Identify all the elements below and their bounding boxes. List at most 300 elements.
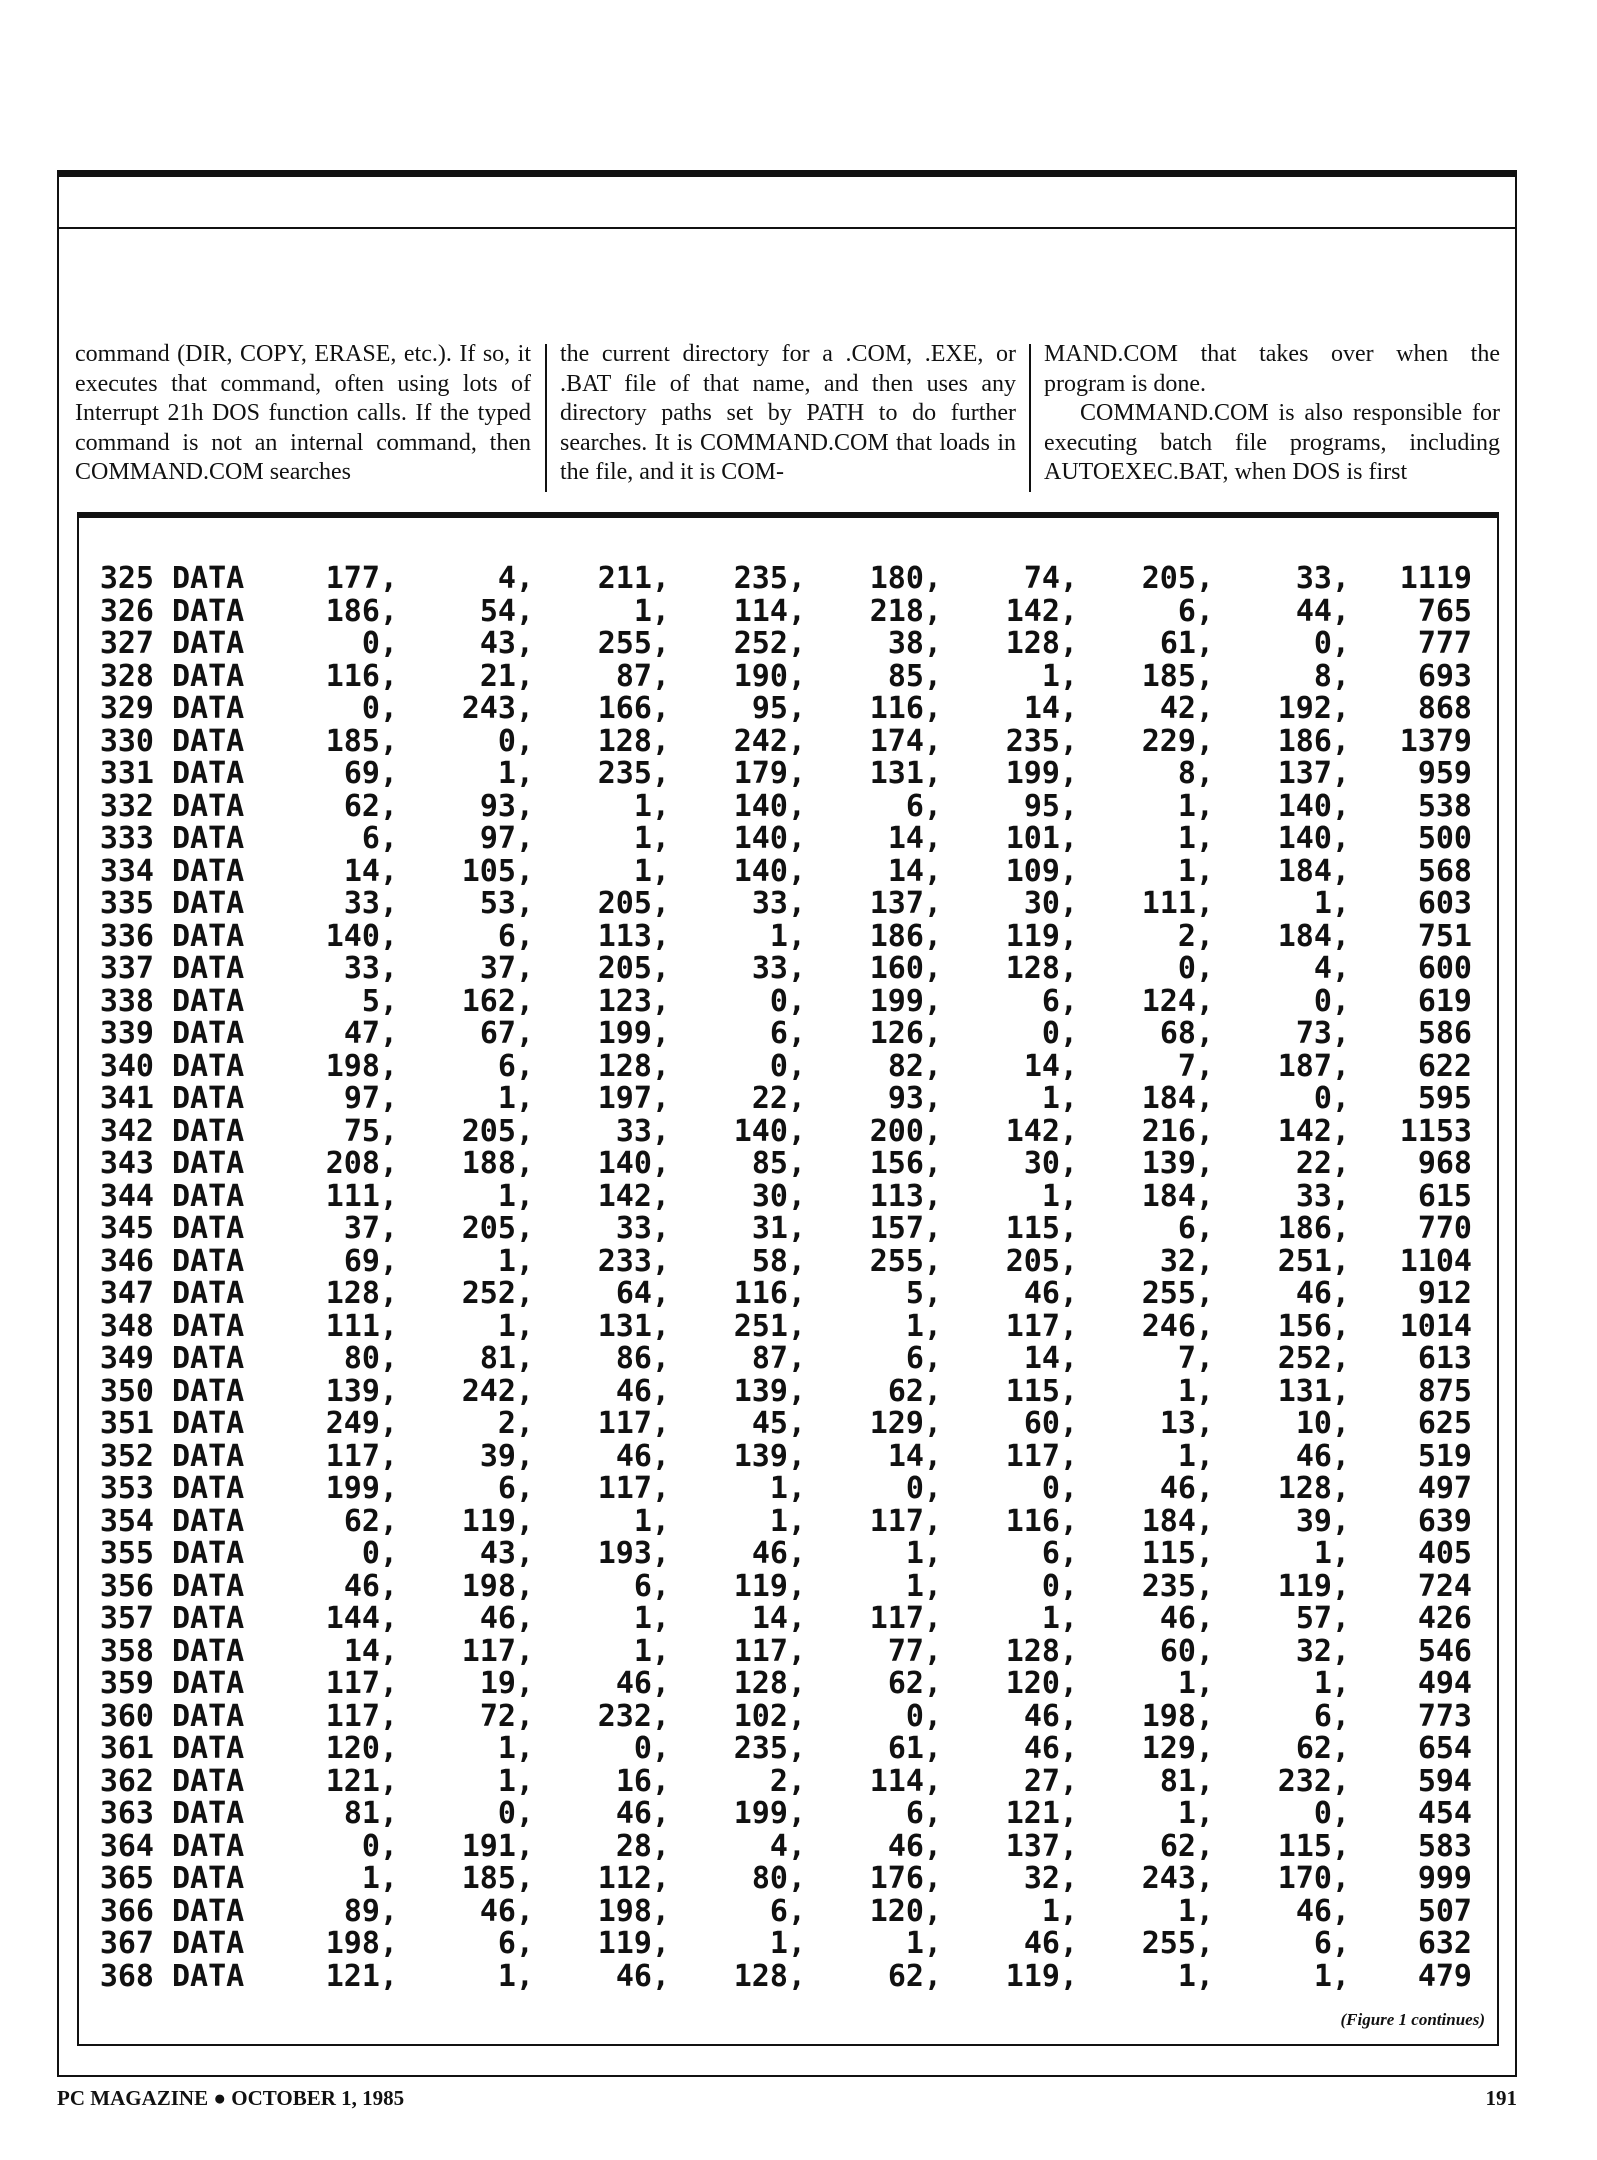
data-value: 33,: [343, 886, 398, 921]
data-value: 1,: [497, 756, 534, 791]
data-value: 8,: [1177, 756, 1214, 791]
data-value: 33,: [1295, 561, 1350, 596]
data-value: 205,: [461, 1113, 534, 1149]
data-value: 128,: [1277, 1471, 1350, 1506]
data-value: 0,: [905, 1698, 942, 1734]
data-value: 46,: [1023, 1731, 1078, 1766]
data-value: 0,: [361, 1536, 398, 1571]
data-value: 252,: [461, 1276, 534, 1311]
checksum: 1014: [1399, 1308, 1472, 1344]
line-number: 350: [99, 1373, 154, 1409]
data-value: 6,: [1177, 593, 1214, 629]
data-value: 117,: [597, 1471, 670, 1506]
data-value: 6,: [905, 1341, 942, 1376]
data-keyword: DATA: [172, 1568, 245, 1604]
data-keyword: DATA: [172, 1048, 245, 1084]
data-value: 249,: [325, 1406, 398, 1441]
data-keyword: DATA: [172, 1926, 245, 1961]
column-divider: [545, 344, 547, 492]
line-number: 330: [99, 723, 154, 759]
data-value: 232,: [597, 1698, 670, 1734]
data-value: 46,: [751, 1536, 806, 1571]
data-value: 46,: [887, 1828, 942, 1864]
listing-row: [97, 1733, 1487, 1766]
data-value: 102,: [733, 1698, 806, 1734]
data-value: 116,: [325, 658, 398, 694]
intro-column-1: [75, 340, 531, 488]
data-keyword: DATA: [172, 1633, 245, 1669]
listing-row: [97, 593, 1487, 629]
data-value: 2,: [1177, 918, 1214, 954]
checksum: 613: [1417, 1341, 1472, 1376]
data-value: 0,: [1041, 1568, 1078, 1604]
data-value: 117,: [325, 1698, 398, 1734]
data-value: 46,: [1295, 1438, 1350, 1474]
data-value: 114,: [869, 1763, 942, 1799]
data-keyword: DATA: [172, 756, 245, 791]
data-value: 116,: [1005, 1503, 1078, 1539]
data-keyword: DATA: [172, 691, 245, 726]
data-value: 242,: [733, 723, 806, 759]
line-number: 341: [99, 1081, 154, 1116]
data-value: 218,: [869, 593, 942, 629]
data-value: 46,: [615, 1438, 670, 1474]
data-keyword: DATA: [172, 1666, 245, 1701]
data-value: 137,: [1277, 756, 1350, 791]
data-value: 62,: [343, 1503, 398, 1539]
data-value: 1,: [1177, 1373, 1214, 1409]
data-value: 170,: [1277, 1861, 1350, 1896]
line-number: 326: [99, 593, 154, 629]
data-value: 205,: [597, 951, 670, 986]
data-value: 82,: [887, 1048, 942, 1084]
line-number: 366: [99, 1893, 154, 1929]
checksum: 625: [1417, 1406, 1472, 1441]
listing-row: [97, 1798, 1487, 1831]
data-value: 1,: [769, 1503, 806, 1539]
data-value: 0,: [1041, 1016, 1078, 1051]
data-value: 1,: [769, 918, 806, 954]
data-value: 1,: [1041, 1601, 1078, 1636]
listing-row: [97, 1178, 1487, 1214]
data-value: 32,: [1159, 1243, 1214, 1279]
checksum: 693: [1417, 658, 1472, 694]
top-rule: [57, 170, 1517, 177]
checksum: 568: [1417, 853, 1472, 889]
data-value: 139,: [1141, 1146, 1214, 1181]
data-value: 60,: [1023, 1406, 1078, 1441]
data-value: 62,: [1159, 1828, 1214, 1864]
data-value: 6,: [497, 1926, 534, 1961]
data-value: 46,: [343, 1568, 398, 1604]
data-value: 140,: [733, 821, 806, 856]
data-value: 166,: [597, 691, 670, 726]
data-value: 235,: [597, 756, 670, 791]
checksum: 868: [1417, 691, 1472, 726]
data-value: 255,: [869, 1243, 942, 1279]
data-value: 120,: [325, 1731, 398, 1766]
checksum: 724: [1417, 1568, 1472, 1604]
data-value: 75,: [343, 1113, 398, 1149]
data-value: 117,: [325, 1666, 398, 1701]
data-value: 117,: [733, 1633, 806, 1669]
data-value: 2,: [769, 1763, 806, 1799]
data-value: 1,: [905, 1536, 942, 1571]
line-number: 352: [99, 1438, 154, 1474]
listing-row: [97, 918, 1487, 954]
data-keyword: DATA: [172, 1796, 245, 1831]
data-value: 6,: [361, 821, 398, 856]
data-keyword: DATA: [172, 1341, 245, 1376]
data-value: 119,: [461, 1503, 534, 1539]
data-value: 61,: [1159, 626, 1214, 661]
data-value: 190,: [733, 658, 806, 694]
data-value: 1,: [1177, 1666, 1214, 1701]
listing-row: [97, 1828, 1487, 1864]
intro-column-3: [1044, 340, 1500, 488]
data-value: 140,: [325, 918, 398, 954]
listing-row: [97, 1018, 1487, 1051]
data-value: 39,: [1295, 1503, 1350, 1539]
data-value: 62,: [887, 1373, 942, 1409]
data-value: 30,: [751, 1178, 806, 1214]
data-value: 93,: [887, 1081, 942, 1116]
data-keyword: DATA: [172, 1471, 245, 1506]
data-value: 198,: [325, 1048, 398, 1084]
checksum: 583: [1417, 1828, 1472, 1864]
line-number: 344: [99, 1178, 154, 1214]
data-value: 142,: [1277, 1113, 1350, 1149]
listing-row: [97, 1503, 1487, 1539]
data-value: 39,: [479, 1438, 534, 1474]
data-value: 46,: [615, 1958, 670, 1994]
data-value: 6,: [905, 1796, 942, 1831]
line-number: 334: [99, 853, 154, 889]
data-value: 199,: [1005, 756, 1078, 791]
data-value: 156,: [1277, 1308, 1350, 1344]
checksum: 546: [1417, 1633, 1472, 1669]
data-value: 251,: [733, 1308, 806, 1344]
data-value: 115,: [1141, 1536, 1214, 1571]
data-value: 124,: [1141, 983, 1214, 1019]
intro-text: [75, 340, 1505, 505]
data-keyword: DATA: [172, 626, 245, 661]
data-value: 0,: [497, 723, 534, 759]
data-value: 208,: [325, 1146, 398, 1181]
data-value: 211,: [597, 561, 670, 596]
data-value: 128,: [733, 1958, 806, 1994]
checksum: 494: [1417, 1666, 1472, 1701]
listing-row: [97, 1408, 1487, 1441]
data-value: 14,: [343, 1633, 398, 1669]
checksum: 968: [1417, 1146, 1472, 1181]
data-value: 235,: [733, 1731, 806, 1766]
data-value: 185,: [461, 1861, 534, 1896]
data-value: 6,: [1313, 1698, 1350, 1734]
data-value: 62,: [343, 788, 398, 824]
data-value: 186,: [325, 593, 398, 629]
checksum: 1153: [1399, 1113, 1472, 1149]
data-value: 199,: [325, 1471, 398, 1506]
data-value: 74,: [1023, 561, 1078, 596]
data-value: 72,: [479, 1698, 534, 1734]
line-number: 336: [99, 918, 154, 954]
data-value: 69,: [343, 756, 398, 791]
data-value: 179,: [733, 756, 806, 791]
listing-row: [97, 1278, 1487, 1311]
data-value: 112,: [597, 1861, 670, 1896]
data-value: 1,: [1177, 821, 1214, 856]
data-value: 137,: [1005, 1828, 1078, 1864]
checksum: 1104: [1399, 1243, 1472, 1279]
line-number: 342: [99, 1113, 154, 1149]
data-value: 186,: [1277, 723, 1350, 759]
data-keyword: DATA: [172, 1861, 245, 1896]
data-value: 1,: [633, 1633, 670, 1669]
checksum: 595: [1417, 1081, 1472, 1116]
data-value: 0,: [1313, 626, 1350, 661]
data-value: 200,: [869, 1113, 942, 1149]
line-number: 364: [99, 1828, 154, 1864]
data-value: 235,: [733, 561, 806, 596]
data-value: 80,: [343, 1341, 398, 1376]
data-value: 184,: [1141, 1081, 1214, 1116]
data-value: 6,: [1041, 1536, 1078, 1571]
checksum: 454: [1417, 1796, 1472, 1831]
data-value: 115,: [1005, 1211, 1078, 1246]
line-number: 329: [99, 691, 154, 726]
data-value: 1,: [497, 1243, 534, 1279]
data-value: 62,: [887, 1958, 942, 1994]
data-value: 45,: [751, 1406, 806, 1441]
data-value: 205,: [1005, 1243, 1078, 1279]
listing-row: [97, 953, 1487, 986]
data-value: 121,: [1005, 1796, 1078, 1831]
data-value: 60,: [1159, 1633, 1214, 1669]
data-value: 81,: [479, 1341, 534, 1376]
data-value: 144,: [325, 1601, 398, 1636]
line-number: 340: [99, 1048, 154, 1084]
line-number: 358: [99, 1633, 154, 1669]
listing-row: [97, 1048, 1487, 1084]
data-keyword: DATA: [172, 1113, 245, 1149]
data-value: 1,: [497, 1081, 534, 1116]
data-value: 46,: [479, 1601, 534, 1636]
data-value: 188,: [461, 1146, 534, 1181]
data-value: 1,: [1177, 788, 1214, 824]
column-divider: [1029, 344, 1031, 492]
data-value: 0,: [769, 983, 806, 1019]
data-value: 252,: [1277, 1341, 1350, 1376]
line-number: 354: [99, 1503, 154, 1539]
data-value: 1,: [1313, 1666, 1350, 1701]
data-keyword: DATA: [172, 1276, 245, 1311]
data-keyword: DATA: [172, 1146, 245, 1181]
data-value: 0,: [905, 1471, 942, 1506]
data-value: 140,: [597, 1146, 670, 1181]
checksum: 586: [1417, 1016, 1472, 1051]
line-number: 328: [99, 658, 154, 694]
data-value: 14,: [887, 821, 942, 856]
data-value: 119,: [1005, 1958, 1078, 1994]
intro-column-1-text: command (DIR, COPY, ERASE, etc.). If so, it executes that command, often using lots of Interrupt 21h DOS function calls. If the typed command is not an internal command, then COMMAND.COM searches: [75, 341, 531, 486]
data-value: 46,: [1159, 1471, 1214, 1506]
data-keyword: DATA: [172, 853, 245, 889]
listing-row: [97, 1438, 1487, 1474]
data-value: 117,: [461, 1633, 534, 1669]
data-value: 193,: [597, 1536, 670, 1571]
data-keyword: DATA: [172, 1731, 245, 1766]
data-value: 33,: [615, 1211, 670, 1246]
data-value: 184,: [1141, 1503, 1214, 1539]
data-value: 46,: [615, 1666, 670, 1701]
checksum: 875: [1417, 1373, 1472, 1409]
data-value: 191,: [461, 1828, 534, 1864]
data-value: 198,: [461, 1568, 534, 1604]
data-value: 129,: [869, 1406, 942, 1441]
data-keyword: DATA: [172, 1763, 245, 1799]
data-value: 33,: [343, 951, 398, 986]
data-value: 14,: [1023, 691, 1078, 726]
data-value: 0,: [361, 1828, 398, 1864]
data-value: 62,: [887, 1666, 942, 1701]
data-value: 111,: [1141, 886, 1214, 921]
data-value: 205,: [1141, 561, 1214, 596]
data-value: 4,: [1313, 951, 1350, 986]
listing-row: [97, 693, 1487, 726]
data-value: 180,: [869, 561, 942, 596]
data-value: 8,: [1313, 658, 1350, 694]
data-value: 43,: [479, 1536, 534, 1571]
checksum: 777: [1417, 626, 1472, 661]
data-value: 62,: [1295, 1731, 1350, 1766]
data-value: 115,: [1005, 1373, 1078, 1409]
line-number: 368: [99, 1958, 154, 1994]
data-value: 87,: [751, 1341, 806, 1376]
data-value: 233,: [597, 1243, 670, 1279]
listing-row: [97, 1308, 1487, 1344]
data-value: 1,: [769, 1926, 806, 1961]
data-keyword: DATA: [172, 886, 245, 921]
line-number: 333: [99, 821, 154, 856]
data-value: 6,: [497, 1048, 534, 1084]
data-value: 4,: [769, 1828, 806, 1864]
data-value: 111,: [325, 1178, 398, 1214]
data-value: 14,: [887, 853, 942, 889]
data-value: 1,: [905, 1926, 942, 1961]
data-keyword: DATA: [172, 1406, 245, 1441]
data-value: 44,: [1295, 593, 1350, 629]
data-value: 10,: [1295, 1406, 1350, 1441]
data-value: 85,: [887, 658, 942, 694]
checksum: 999: [1417, 1861, 1472, 1896]
data-value: 89,: [343, 1893, 398, 1929]
data-keyword: DATA: [172, 1438, 245, 1474]
data-value: 1,: [1313, 1536, 1350, 1571]
data-value: 128,: [1005, 626, 1078, 661]
line-number: 357: [99, 1601, 154, 1636]
data-value: 192,: [1277, 691, 1350, 726]
data-value: 1,: [1177, 1893, 1214, 1929]
checksum: 770: [1417, 1211, 1472, 1246]
listing-row: [97, 1958, 1487, 1994]
data-value: 109,: [1005, 853, 1078, 889]
data-value: 86,: [615, 1341, 670, 1376]
data-value: 14,: [343, 853, 398, 889]
data-keyword: DATA: [172, 788, 245, 824]
line-number: 348: [99, 1308, 154, 1344]
data-value: 14,: [887, 1438, 942, 1474]
data-value: 42,: [1159, 691, 1214, 726]
data-value: 117,: [869, 1601, 942, 1636]
data-value: 6,: [1313, 1926, 1350, 1961]
data-value: 111,: [325, 1308, 398, 1344]
data-value: 198,: [325, 1926, 398, 1961]
listing-row: [97, 1343, 1487, 1376]
intro-column-2-text: the current directory for a .COM, .EXE, or .BAT file of that name, and then uses any directory paths set by PATH to do further searches. It is COMMAND.COM that loads in the file, and it is COM-: [560, 341, 1016, 486]
checksum: 519: [1417, 1438, 1472, 1474]
data-value: 95,: [751, 691, 806, 726]
data-value: 5,: [905, 1276, 942, 1311]
data-value: 162,: [461, 983, 534, 1019]
data-value: 1,: [361, 1861, 398, 1896]
data-keyword: DATA: [172, 983, 245, 1019]
data-value: 131,: [869, 756, 942, 791]
checksum: 594: [1417, 1763, 1472, 1799]
data-value: 13,: [1159, 1406, 1214, 1441]
data-keyword: DATA: [172, 1536, 245, 1571]
data-value: 105,: [461, 853, 534, 889]
line-number: 339: [99, 1016, 154, 1051]
data-value: 33,: [751, 951, 806, 986]
data-value: 174,: [869, 723, 942, 759]
data-value: 46,: [1023, 1698, 1078, 1734]
data-keyword: DATA: [172, 593, 245, 629]
data-keyword: DATA: [172, 1893, 245, 1929]
checksum: 603: [1417, 886, 1472, 921]
data-value: 67,: [479, 1016, 534, 1051]
listing-row: [97, 723, 1487, 759]
data-value: 117,: [869, 1503, 942, 1539]
checksum: 405: [1417, 1536, 1472, 1571]
data-value: 205,: [461, 1211, 534, 1246]
data-keyword: DATA: [172, 1373, 245, 1409]
data-value: 156,: [869, 1146, 942, 1181]
line-number: 327: [99, 626, 154, 661]
data-value: 251,: [1277, 1243, 1350, 1279]
checksum: 959: [1417, 756, 1472, 791]
data-value: 243,: [461, 691, 534, 726]
data-value: 199,: [597, 1016, 670, 1051]
data-value: 33,: [751, 886, 806, 921]
checksum: 479: [1417, 1958, 1472, 1994]
data-value: 235,: [1005, 723, 1078, 759]
data-keyword: DATA: [172, 1243, 245, 1279]
data-value: 14,: [751, 1601, 806, 1636]
data-value: 129,: [1141, 1731, 1214, 1766]
data-value: 120,: [1005, 1666, 1078, 1701]
data-value: 0,: [1313, 1081, 1350, 1116]
data-value: 157,: [869, 1211, 942, 1246]
data-value: 6,: [905, 788, 942, 824]
data-value: 0,: [361, 626, 398, 661]
data-value: 61,: [887, 1731, 942, 1766]
listing-row: [97, 1698, 1487, 1734]
data-value: 1,: [1041, 658, 1078, 694]
checksum: 615: [1417, 1178, 1472, 1214]
data-value: 46,: [615, 1373, 670, 1409]
data-value: 140,: [733, 853, 806, 889]
